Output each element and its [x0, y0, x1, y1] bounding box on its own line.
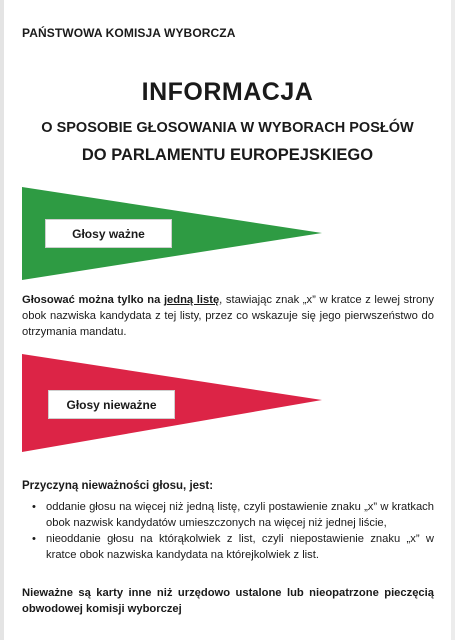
list-item: [22, 532, 434, 563]
voting-instructions: [22, 292, 434, 340]
invalid-votes-label: Głosy nieważne: [48, 390, 175, 419]
reasons-heading: Przyczyną nieważności głosu, jest:: [22, 480, 214, 492]
bullet-icon: •: [32, 533, 36, 545]
reasons-list: [22, 500, 434, 564]
page-title: INFORMACJA: [141, 78, 314, 106]
bullet-icon: •: [32, 501, 36, 513]
subtitle-line-1: O SPOSOBIE GŁOSOWANIA W WYBORACH POSŁÓW: [41, 120, 414, 136]
instruction-one-list: jedną listę: [163, 294, 220, 306]
reason-text: nieoddanie głosu na którąkolwiek z list, czyli niepostawienie znaku „x” w kratce obok nazwiska kandydata na którejkolwiek z list.: [46, 533, 434, 561]
subtitle-line-2: DO PARLAMENTU EUROPEJSKIEGO: [81, 146, 374, 164]
reason-text: oddanie głosu na więcej niż jedną listę, czyli postawienie znaku „x” w kratkach obok nazwisk kandydatów umieszczonych na więcej niż jednej liście,: [46, 501, 434, 529]
organization-name: PAŃSTWOWA KOMISJA WYBORCZA: [22, 26, 236, 40]
instruction-lead: Głosować można tylko na: [22, 294, 161, 306]
valid-votes-label: Głosy ważne: [45, 219, 172, 248]
list-item: [22, 500, 434, 531]
instruction-rest: , stawiając znak „x” w kratce z lewej strony obok nazwiska kandydata z tej listy, przez co wskazuje się jego pierwszeństwo do otrzymania mandatu.: [22, 294, 435, 338]
invalid-ballot-note: Nieważne są karty inne niż urzędowo ustalone lub nieopatrzone pieczęcią obwodowej komisji wyborczej: [22, 587, 434, 615]
